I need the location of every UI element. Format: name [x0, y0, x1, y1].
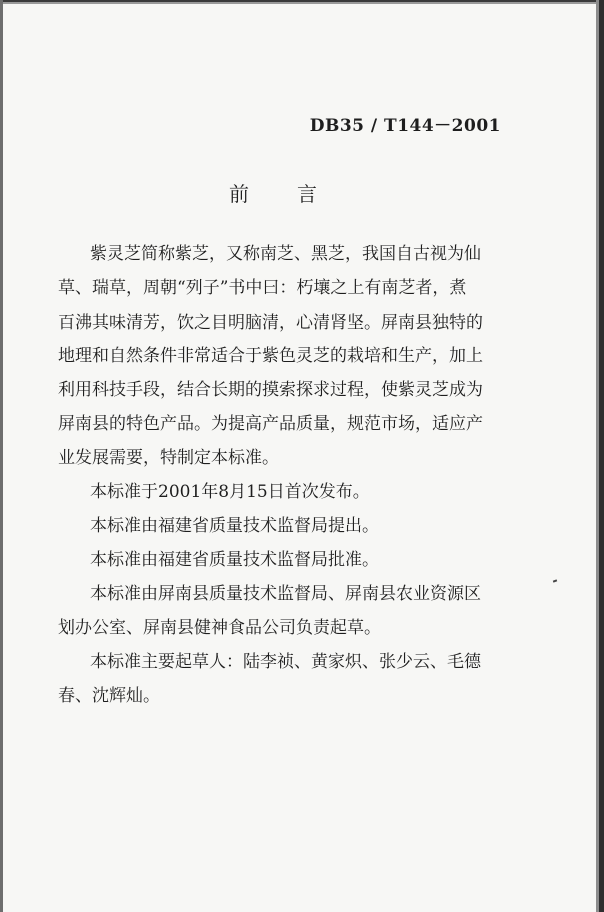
intro-line: 百沸其味清芳，饮之目明脑清，心清肾坚。屏南县独特的: [58, 313, 483, 333]
responsible-statement-line: 本标准由屏南县质量技术监督局、屏南县农业资源区: [90, 584, 481, 604]
intro-line: 屏南县的特色产品。为提高产品质量，规范市场，适应产: [58, 414, 483, 434]
scan-speck: [553, 579, 557, 582]
scan-edge-left: [0, 0, 3, 912]
scan-edge-top: [0, 0, 604, 14]
scan-edge-right: [588, 0, 604, 912]
intro-line: 业发展需要，特制定本标准。: [58, 448, 279, 468]
intro-line: 利用科技手段，结合长期的摸索探求过程，使紫灵芝成为: [58, 380, 483, 400]
proposed-by-statement: 本标准由福建省质量技术监督局提出。: [90, 516, 379, 536]
responsible-statement-line: 划办公室、屏南县健神食品公司负责起草。: [58, 618, 381, 638]
page-title: 前 言: [229, 182, 331, 206]
standard-code: DB35 / T144－2001: [309, 116, 501, 136]
approved-by-statement: 本标准由福建省质量技术监督局批准。: [90, 550, 379, 570]
drafters-statement-line: 本标准主要起草人：陆李祯、黄家炽、张少云、毛德: [90, 652, 481, 672]
intro-line: 地理和自然条件非常适合于紫色灵芝的栽培和生产，加上: [58, 346, 483, 366]
release-statement: 本标准于2001年8月15日首次发布。: [90, 482, 370, 502]
drafters-statement-line: 春、沈辉灿。: [58, 686, 160, 706]
intro-line: 草、瑞草，周朝“列子”书中曰：朽壤之上有南芝者，煮: [58, 278, 467, 298]
intro-line: 紫灵芝简称紫芝，又称南芝、黑芝，我国自古视为仙: [90, 244, 481, 264]
